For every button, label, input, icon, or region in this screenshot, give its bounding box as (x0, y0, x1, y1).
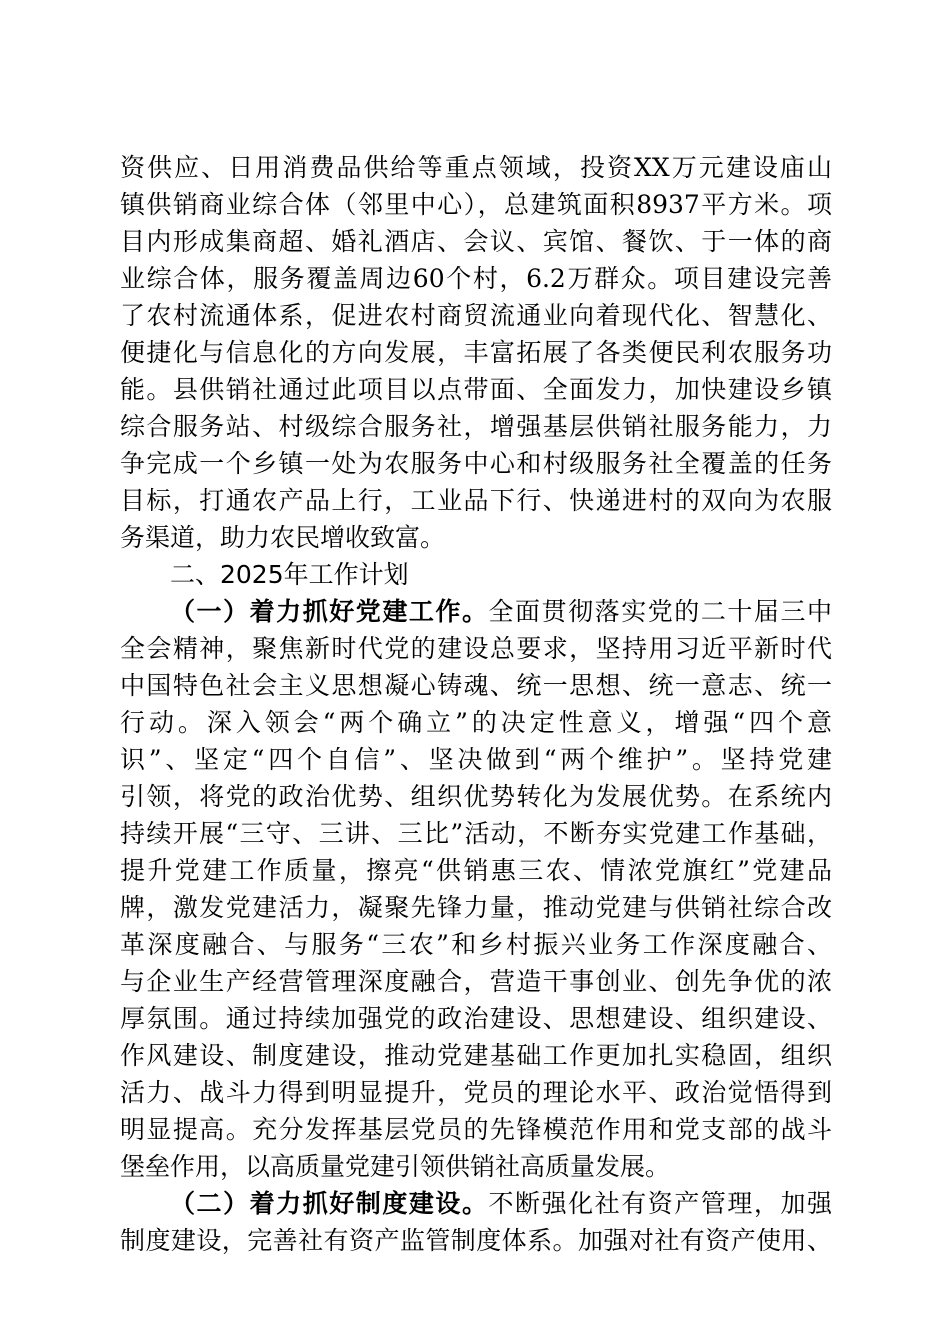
paragraph-line: 中国特色社会主义思想凝心铸魂、统一思想、统一意志、统一 (120, 671, 832, 700)
paragraph-line: 与企业生产经营管理深度融合，营造干事创业、创先争优的浓 (120, 967, 832, 996)
paragraph-line: 行动。深入领会“两个确立”的决定性意义，增强“四个意 (120, 708, 832, 737)
paragraph-line: 全会精神，聚焦新时代党的建设总要求，坚持用习近平新时代 (120, 634, 832, 663)
paragraph-line: 综合服务站、村级综合服务社，增强基层供销社服务能力，力 (120, 412, 832, 441)
item-first-line-text: 全面贯彻落实党的二十届三中 (488, 597, 832, 626)
paragraph-line: 资供应、日用消费品供给等重点领域，投资XX万元建设庙山 (120, 153, 832, 182)
paragraph-line: 争完成一个乡镇一处为农服务中心和村级服务社全覆盖的任务 (120, 449, 832, 478)
paragraph-line: 了农村流通体系，促进农村商贸流通业向着现代化、智慧化、 (120, 301, 832, 330)
paragraph-line: 持续开展“三守、三讲、三比”活动，不断夯实党建工作基础， (120, 819, 832, 848)
paragraph-line: 作风建设、制度建设，推动党建基础工作更加扎实稳固，组织 (120, 1041, 832, 1070)
paragraph-line: 制度建设，完善社有资产监管制度体系。加强对社有资产使用、 (120, 1226, 832, 1255)
section-heading: 二、2025年工作计划 (170, 560, 409, 589)
paragraph-line: 堡垒作用，以高质量党建引领供销社高质量发展。 (120, 1152, 671, 1181)
item-first-line (170, 1186, 832, 1222)
item-first-line-text: 不断强化社有资产管理，加强 (488, 1189, 832, 1218)
item-first-line (170, 594, 832, 630)
paragraph-line: 厚氛围。通过持续加强党的政治建设、思想建设、组织建设、 (120, 1004, 832, 1033)
paragraph-line: 提升党建工作质量，擦亮“供销惠三农、情浓党旗红”党建品 (120, 856, 832, 885)
paragraph-line: 引领，将党的政治优势、组织优势转化为发展优势。在系统内 (120, 782, 832, 811)
paragraph-line: 牌，激发党建活力，凝聚先锋力量，推动党建与供销社综合改 (120, 893, 832, 922)
paragraph-line: 识”、坚定“四个自信”、坚决做到“两个维护”。坚持党建 (120, 745, 832, 774)
paragraph-line: 革深度融合、与服务“三农”和乡村振兴业务工作深度融合、 (120, 930, 832, 959)
paragraph-line: 能。县供销社通过此项目以点带面、全面发力，加快建设乡镇 (120, 375, 832, 404)
paragraph-line: 镇供销商业综合体（邻里中心），总建筑面积8937平方米。项 (120, 190, 832, 219)
paragraph-line: 务渠道，助力农民增收致富。 (120, 523, 446, 552)
paragraph-line: 目内形成集商超、婚礼酒店、会议、宾馆、餐饮、于一体的商 (120, 227, 832, 256)
paragraph-line: 便捷化与信息化的方向发展，丰富拓展了各类便民利农服务功 (120, 338, 832, 367)
paragraph-line: 目标，打通农产品上行，工业品下行、快递进村的双向为农服 (120, 486, 832, 515)
paragraph-line: 明显提高。充分发挥基层党员的先锋模范作用和党支部的战斗 (120, 1115, 832, 1144)
item-title: （二）着力抓好制度建设。 (170, 1189, 489, 1218)
item-title: （一）着力抓好党建工作。 (170, 597, 489, 626)
paragraph-line: 业综合体，服务覆盖周边60个村，6.2万群众。项目建设完善 (120, 264, 832, 293)
paragraph-line: 活力、战斗力得到明显提升，党员的理论水平、政治觉悟得到 (120, 1078, 832, 1107)
